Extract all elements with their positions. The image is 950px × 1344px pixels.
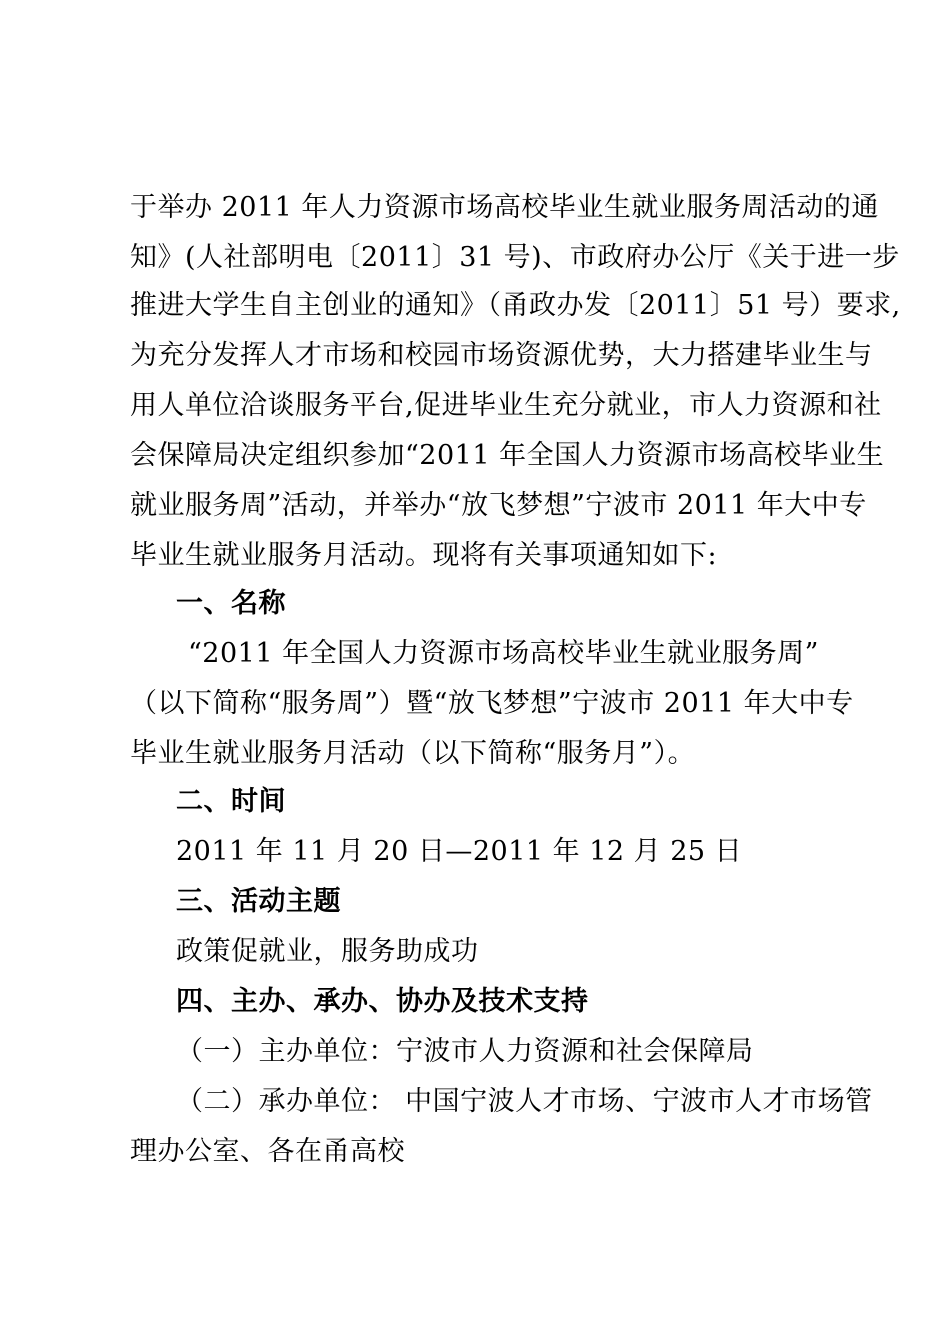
section1-line-2: （以下简称“服务周”）暨“放飞梦想”宁波市 2011 年大中专: [130, 688, 854, 719]
section-heading-organizers: 四、主办、承办、协办及技术支持: [176, 986, 589, 1017]
intro-line-1: 于举办 2011 年人力资源市场高校毕业生就业服务周活动的通: [130, 192, 879, 223]
intro-line-6: 会保障局决定组织参加“2011 年全国人力资源市场高校毕业生: [130, 440, 885, 471]
section1-line-1: “2011 年全国人力资源市场高校毕业生就业服务周”: [188, 638, 819, 669]
intro-line-8: 毕业生就业服务月活动。现将有关事项通知如下:: [130, 540, 718, 571]
section2-date-range: 2011 年 11 月 20 日—2011 年 12 月 25 日: [176, 836, 743, 867]
section4-item-host: （一）主办单位：宁波市人力资源和社会保障局: [176, 1036, 754, 1067]
section4-item-organizer-line-1: （二）承办单位： 中国宁波人才市场、宁波市人才市场管: [176, 1086, 873, 1117]
intro-line-4: 为充分发挥人才市场和校园市场资源优势，大力搭建毕业生与: [130, 340, 873, 371]
section1-line-3: 毕业生就业服务月活动（以下简称“服务月”）。: [130, 738, 696, 769]
section3-theme-text: 政策促就业，服务助成功: [176, 936, 479, 967]
intro-line-2: 知》(人社部明电〔2011〕31 号)、市政府办公厅《关于进一步: [130, 242, 900, 273]
section-heading-time: 二、时间: [176, 786, 286, 817]
section-heading-name: 一、名称: [176, 588, 286, 619]
intro-line-7: 就业服务周”活动，并举办“放飞梦想”宁波市 2011 年大中专: [130, 490, 867, 521]
section-heading-theme: 三、活动主题: [176, 886, 341, 917]
section4-item-organizer-line-2: 理办公室、各在甬高校: [130, 1136, 405, 1167]
intro-line-5: 用人单位洽谈服务平台,促进毕业生充分就业，市人力资源和社: [130, 390, 882, 421]
intro-line-3: 推进大学生自主创业的通知》（甬政办发〔2011〕51 号）要求,: [130, 290, 901, 321]
